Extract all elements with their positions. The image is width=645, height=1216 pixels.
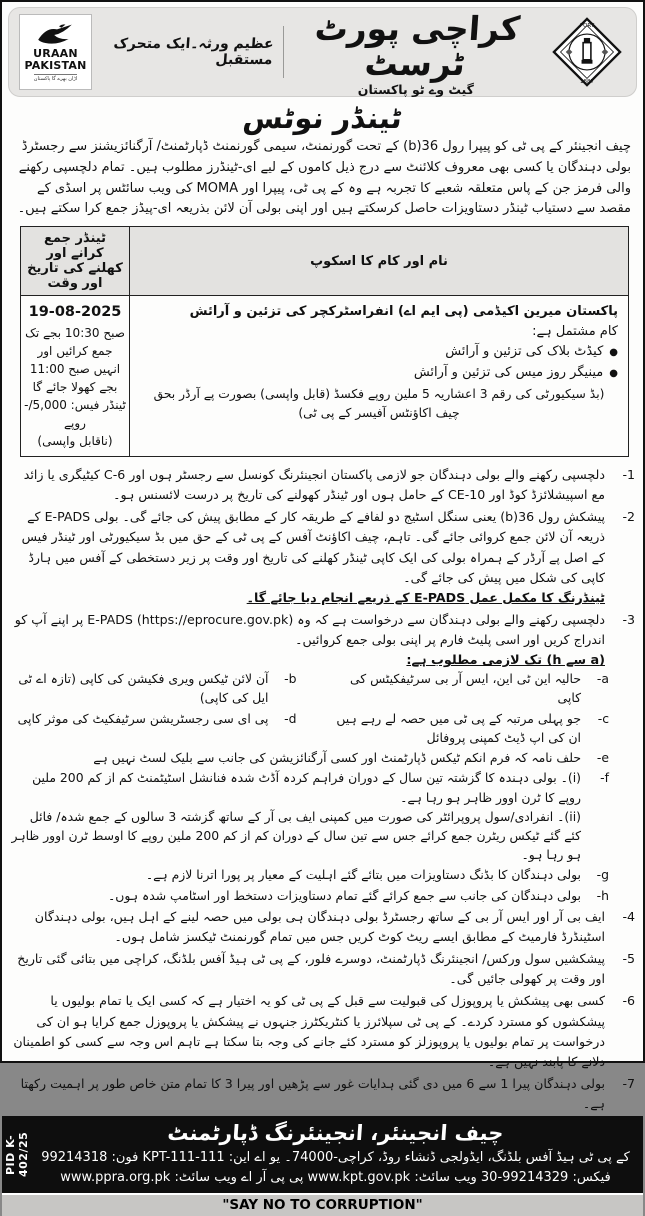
- req-marker: a-: [596, 671, 609, 687]
- tender-table: [20, 226, 629, 457]
- svg-text:1887: 1887: [580, 79, 594, 86]
- term-text: بولی دہندگان پیرا 1 سے 6 میں دی گئی ہدایات غور سے پڑھیں اور پیرا 3 کا تمام متن خاص طور پر اہمیت رکھتا ہے۔: [20, 1075, 605, 1112]
- requirement-g: [10, 865, 635, 884]
- term-item-3: [10, 610, 635, 650]
- requirement-e: [10, 748, 635, 767]
- pid-number: PID K-402/25: [4, 1132, 30, 1178]
- table-header-row: [21, 227, 629, 296]
- term-item-2: [10, 507, 635, 608]
- uraan-word-2: PAKISTAN: [24, 59, 87, 72]
- bullet-icon: ●: [609, 347, 618, 359]
- column-header-scope: نام اور کام کا اسکوپ: [130, 227, 629, 296]
- footer-band: [2, 1116, 643, 1193]
- header-divider: [283, 26, 284, 78]
- req-marker: e-: [596, 750, 609, 766]
- tender-fee: ٹینڈر فیس: 5,000/- روپے: [24, 397, 126, 430]
- requirement-c: [323, 709, 636, 747]
- requirements-row-cd: [10, 709, 635, 747]
- scope-item: [140, 363, 618, 383]
- uraan-pakistan-logo: [19, 14, 92, 90]
- tender-fee-note: (ناقابل واپسی): [37, 433, 113, 448]
- requirement-b: [10, 669, 323, 707]
- scope-item: [140, 342, 618, 362]
- header-banner: [8, 7, 637, 97]
- org-title: کراچی پورٹ ٹرسٹ: [313, 8, 521, 83]
- tender-date: 19-08-2025: [28, 304, 122, 321]
- scope-intro: کام مشتمل ہے:: [532, 324, 618, 340]
- term-number: 3-: [622, 611, 635, 627]
- term-number: 7-: [622, 1075, 635, 1091]
- req-marker: c-: [597, 710, 609, 726]
- term-item-5: [10, 949, 635, 989]
- terms-list: [2, 461, 643, 1116]
- requirements-row-ab: [10, 669, 635, 707]
- term-item-7: [10, 1074, 635, 1114]
- term-text: دلچسپی رکھنے والے بولی دہندگان جو لازمی پاکستان انجینئرنگ کونسل سے رجسٹر ہوں اور C-6 کیٹیگری یا زائد مع اسپیشلائزڈ کوڈ اور CE-10 کے حامل ہوں اور ٹینڈر کھولنے کی تاریخ پر درست لائسنس ہو۔: [23, 466, 605, 503]
- requirements-heading: (a سے h) تک لازمی مطلوب ہے:: [406, 653, 605, 669]
- req-text: آن لائن ٹیکس ویری فکیشن کی کاپی (تازہ اے ٹی ایل کی کاپی): [18, 671, 269, 706]
- term-item-1: [10, 465, 635, 505]
- uraan-logo-text: [24, 48, 86, 71]
- requirement-f: [10, 768, 635, 864]
- footer-department: چیف انجینئر، انجینئرنگ ڈپارٹمنٹ: [166, 1121, 505, 1146]
- org-subtitle: گیٹ وے ٹو پاکستان: [357, 82, 474, 98]
- req-marker: g-: [596, 867, 609, 883]
- req-marker: h-: [596, 887, 609, 903]
- req-marker: d-: [284, 710, 297, 726]
- req-text: [10, 768, 581, 864]
- bird-icon: [35, 22, 75, 48]
- column-header-date: ٹینڈر جمع کرانے اور کھلنے کی تاریخ اور وقت: [21, 227, 130, 296]
- term-item-6: [10, 991, 635, 1072]
- term-item-4: [10, 907, 635, 947]
- term-number: 6-: [622, 993, 635, 1009]
- kpt-seal-icon: [548, 13, 626, 91]
- term-text: دلچسپی رکھنے والے بولی دہندگان سے درخواست ہے کہ وہ E-PADS (https://eprocure.gov.pk) پر اپنے آپ کو اندراج کریں اور اسی پلیٹ فارم پر اپنی بولی جمع کروائیں۔: [14, 611, 605, 648]
- req-text: بولی دہندگان کی جانب سے جمع کرائے گئے تمام دستاویزات دستخط اور اسٹامپ شدہ ہوں۔: [108, 887, 581, 903]
- footer-address-line: کے پی ٹی ہیڈ آفس بلڈنگ، ایڈولجی ڈنشاء روڈ، کراچی-74000۔ یو اے این: 111-KPT-111 فون: 99214318: [41, 1150, 630, 1166]
- anti-corruption-slogan: "SAY NO TO CORRUPTION": [2, 1193, 643, 1216]
- page-title: ٹینڈر نوٹس: [241, 101, 404, 135]
- term-text: ایف بی آر اور ایس آر بی کے ساتھ رجسٹرڈ بولی دہندگان ہی بولی میں حصہ لینے کے اہل ہیں، بولی دہندگان اسٹینڈرڈ فارمیٹ کے مطابق ایسے ریٹ کوٹ کریں جس میں تمام گورنمنٹ ٹیکسز شامل ہوں۔: [34, 908, 605, 944]
- uraan-tagline: اڑان بھرے گا پاکستان: [33, 75, 78, 82]
- requirement-a: [323, 669, 636, 707]
- requirement-d: [10, 709, 323, 747]
- term-text: [10, 507, 605, 608]
- term-text: پیشکشیں سول ورکس/ انجینئرنگ ڈپارٹمنٹ، دوسرے فلور، کے پی ٹی ہیڈ آفس بلڈنگ، کراچی میں بتائی گئی تاریخ اور وقت پر کھولی جائیں گی۔: [17, 951, 605, 987]
- req-text: پی ای سی رجسٹریشن سرٹیفکیٹ کی موثر کاپی: [17, 710, 269, 726]
- requirement-h: [10, 886, 635, 905]
- tender-time-info: صبح 10:30 بجے تک جمع کرائیں اور انہیں صبح 11:00 بجے کھولا جائے گا: [25, 325, 125, 394]
- term-number: 4-: [622, 908, 635, 924]
- bullet-icon: ●: [609, 367, 618, 379]
- scope-item-text: مینیگر روز میس کی تزئین و آرائش: [413, 364, 604, 380]
- term-text: کسی بھی پیشکش یا پروپوزل کی قبولیت سے قبل کے پی ٹی کو یہ اختیار ہے کہ کسی ایک یا تمام بولیوں یا پیشکشوں کو مسترد کردے۔ کے پی ٹی سپلائرز یا کنٹریکٹرز جنہوں نے پیشکش یا پروپوزل جمع کرایا ہو ان کی درخواست پر تمام بولیوں یا پروپوزلز کو مسترد کئے جانے کی وجہ بتا سکتا ہے تاہم اس وجہ سے کسی کو اطمینان دلانے کا پابند نہیں ہے۔: [13, 993, 605, 1069]
- term-number: 2-: [622, 509, 635, 525]
- epads-process-note: ٹینڈرنگ کا مکمل عمل E-PADS کے ذریعے انجام دیا جائے گا۔: [246, 589, 605, 605]
- intro-paragraph: چیف انجینئر کے پی ٹی کو پیپرا رول 36(b) کے تحت گورنمنٹ، سیمی گورنمنٹ ڈپارٹمنٹ/ آرگنائزیشنز سے رجسٹرڈ بولی دہندگان یا کسی بھی معروف کلائنٹ سے درج ذیل کاموں کے لیے ای-ٹینڈرز مطلوب ہیں۔ تمام دلچسپی رکھنے والی فرمز جن کے پاس متعلقہ شعبے کا تجربہ ہے وہ کے پی ٹی، پیپرا اور MOMA کی ویب سائٹس پر اسڈی کے مقصد سے دستیاب ٹینڈر دستاویزات حاصل کرسکتے ہیں اور اپنی بولی آن لائن بذریعہ ای-پیڈز جمع کرا سکتے ہیں۔: [17, 139, 631, 217]
- uraan-word-1: URAAN: [33, 47, 78, 61]
- term-text-body: پیشکش رول 36(b) یعنی سنگل اسٹیج دو لفافے کے طریقہ کار کے مطابق پیش کی جائے گی۔ بولی E-PADS کے ذریعہ آن لائن جمع کروائی جائے گی۔ تاہم، چیف اکاؤنٹ آفس کے پی ٹی کے حق میں بڈ سیکیورٹی اور ٹینڈر فیس کے اصل پے آرڈر کے ہمراہ بولی کی ایک کاپی ٹینڈر کھلنے کی تاریخ اور وقت پر زیر دستخطی کے آفس میں ہارڈ کاپی کی شکل میں پیش کی جائے گی۔: [21, 509, 605, 585]
- req-text: حالیہ این ٹی این، ایس آر بی سرٹیفکیٹس کی کاپی: [349, 671, 581, 706]
- term-number: 1-: [622, 466, 635, 482]
- req-text: جو پہلی مرتبہ کے پی ٹی میں حصہ لے رہے ہیں ان کی اپ ڈیٹ کمپنی پروفائل: [336, 710, 581, 745]
- table-row: [21, 296, 629, 457]
- heritage-tagline: عظیم ورثہ۔ایک متحرک مستقبل: [112, 36, 275, 68]
- scope-item-text: کیڈٹ بلاک کی تزئین و آرائش: [445, 344, 604, 360]
- req-marker: f-: [600, 770, 609, 786]
- date-cell: [21, 296, 130, 457]
- req-text: بولی دہندگان کا بڈنگ دستاویزات میں بتائے گئے اہلیت کے معیار پر پورا اترنا لازم ہے۔: [145, 867, 581, 883]
- term-number: 5-: [622, 951, 635, 967]
- req-text: حلف نامہ کہ فرم انکم ٹیکس ڈپارٹمنٹ اور کسی آرگنائزیشن کی جانب سے بلیک لسٹ نہیں ہے: [93, 750, 581, 766]
- bid-security-note: (بڈ سیکیورٹی کی رقم 3 اعشاریہ 5 ملین روپے فکسڈ (قابل واپسی) بصورت پے آرڈر بحق چیف اکاؤنٹس آفیسر کے پی ٹی): [153, 386, 605, 420]
- org-title-block: [294, 8, 538, 96]
- req-marker: b-: [284, 671, 297, 687]
- req-f-i: (i)۔ بولی دہندہ کا گزشتہ تین سال کے دوران فراہم کردہ آڈٹ شدہ فنانشل اسٹیٹمنٹ کم از کم 200 ملین روپے کا ٹرن اوور ظاہر ہو رہا ہے۔: [32, 770, 581, 805]
- req-f-ii: (ii)۔ انفرادی/سول پروپرائٹر کی صورت میں کمپنی ایف بی آر کے ساتھ گزشتہ 3 سالوں کے جمع شدہ/ فائل کئے گئے ٹیکس ریٹرن جمع کرائے جس سے تین سال کے دوران کم از کم 200 ملین روپے کا اوسط ٹرن اوور ظاہر ہو رہا ہو۔: [11, 808, 581, 863]
- scope-title: پاکستان میرین اکیڈمی (پی ایم اے) انفراسٹرکچر کی تزئین و آرائش: [189, 304, 618, 320]
- footer-fax-web-line: فیکس: 99214329-30 ویب سائٹ: www.kpt.gov.pk پی پی آر اے ویب سائٹ: www.ppra.org.pk: [60, 1169, 611, 1185]
- svg-text:PORT: PORT: [579, 23, 595, 30]
- scope-cell: [130, 296, 629, 457]
